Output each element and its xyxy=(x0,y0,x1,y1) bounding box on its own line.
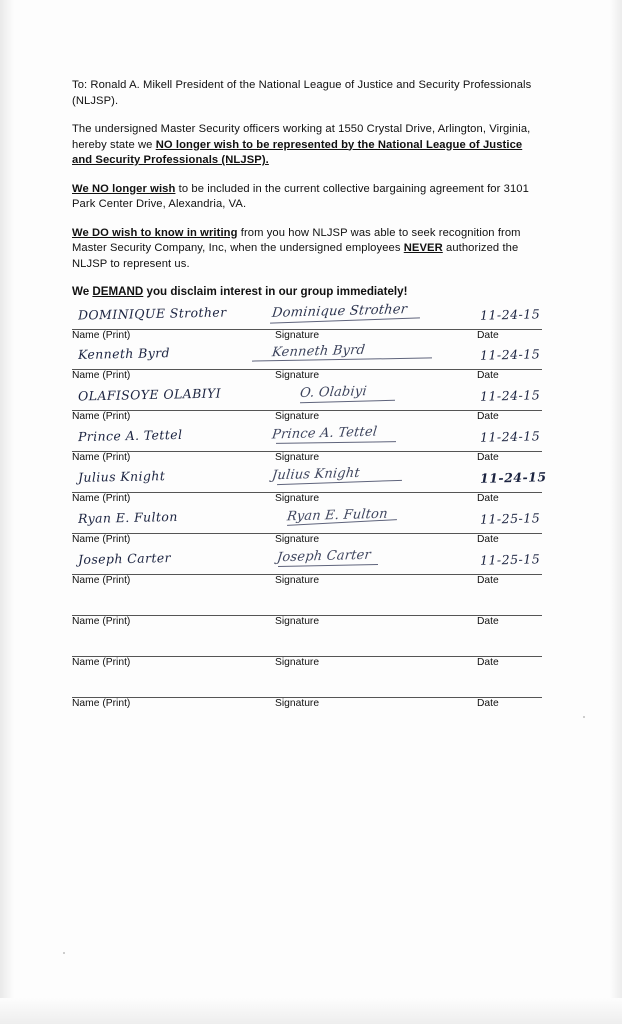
label-name-print: Name (Print) xyxy=(72,657,131,668)
label-date: Date xyxy=(477,575,499,586)
writing-emphasis-text: We DO wish to know in writing xyxy=(72,226,238,239)
table-row[interactable] xyxy=(72,631,542,672)
handwritten-signature: Dominique Strother xyxy=(271,302,408,321)
label-date: Date xyxy=(477,452,499,463)
row-labels xyxy=(72,575,542,591)
demand-prefix: We xyxy=(72,285,93,298)
label-name-print: Name (Print) xyxy=(72,493,131,504)
row-labels xyxy=(72,411,542,427)
label-name-print: Name (Print) xyxy=(72,330,131,341)
table-row[interactable] xyxy=(72,385,542,426)
handwritten-name: Ryan E. Fulton xyxy=(77,508,178,527)
addressee-text: To: Ronald A. Mikell President of the National League of Justice and Security Professionals (NLJSP). xyxy=(72,79,532,107)
label-date: Date xyxy=(477,698,499,709)
label-signature: Signature xyxy=(275,370,320,381)
label-signature: Signature xyxy=(275,575,320,586)
label-date: Date xyxy=(477,657,499,668)
label-signature: Signature xyxy=(275,330,320,341)
bargaining-body-text: to be included in the current collective bargaining agreement for 3101 Park Center Drive, Alexandria, VA. xyxy=(72,182,529,210)
label-signature: Signature xyxy=(275,616,320,627)
handwritten-date: 11-24-15 xyxy=(479,469,547,486)
never-emphasis-text: NEVER xyxy=(403,242,443,254)
handwritten-date: 11-24-15 xyxy=(479,428,541,445)
document-body xyxy=(72,78,547,713)
scan-edge-bottom xyxy=(0,998,622,1024)
handwritten-signature: O. Olabiyi xyxy=(299,384,368,401)
label-name-print: Name (Print) xyxy=(72,370,131,381)
demand-suffix: you disclaim interest in our group immediately! xyxy=(143,285,408,298)
paragraph-bargaining xyxy=(72,182,542,213)
table-row[interactable] xyxy=(72,465,547,508)
handwritten-name: Prince A. Tettel xyxy=(77,426,183,445)
handwritten-date: 11-24-15 xyxy=(479,387,541,404)
handwritten-name: Kenneth Byrd xyxy=(77,345,171,362)
label-name-print: Name (Print) xyxy=(72,411,131,422)
writing-body-text: from you how NLJSP was able to seek recognition from Master Security Company, Inc, when the undersigned employees xyxy=(72,226,521,254)
paragraph-addressee xyxy=(72,78,542,109)
row-labels xyxy=(72,657,542,673)
handwritten-signature: Julius Knight xyxy=(271,465,361,484)
handwritten-date: 11-25-15 xyxy=(479,510,541,527)
label-name-print: Name (Print) xyxy=(72,534,131,545)
scan-speck xyxy=(583,716,585,718)
label-name-print: Name (Print) xyxy=(72,698,131,709)
paragraph-writing-request xyxy=(72,226,542,273)
table-row[interactable] xyxy=(72,304,542,344)
label-signature: Signature xyxy=(275,411,320,422)
label-name-print: Name (Print) xyxy=(72,575,131,586)
row-labels xyxy=(72,452,542,468)
row-labels xyxy=(72,493,542,509)
scan-edge-right xyxy=(610,0,622,1024)
row-labels xyxy=(72,370,542,386)
handwritten-date: 11-24-15 xyxy=(479,346,541,363)
writing-tail-text: authorized the NLJSP to represent us. xyxy=(72,242,519,270)
table-row[interactable] xyxy=(72,508,542,549)
handwritten-signature: Ryan E. Fulton xyxy=(286,506,389,525)
signature-table xyxy=(72,302,547,713)
label-date: Date xyxy=(477,411,499,422)
label-date: Date xyxy=(477,534,499,545)
table-row[interactable] xyxy=(72,590,542,631)
demand-emphasis: DEMAND xyxy=(92,285,144,298)
label-date: Date xyxy=(477,370,499,381)
paragraph-representation xyxy=(72,122,542,169)
bargaining-emphasis-text: We NO longer wish xyxy=(72,182,176,195)
table-row[interactable] xyxy=(72,426,542,467)
label-signature: Signature xyxy=(275,698,320,709)
label-name-print: Name (Print) xyxy=(72,616,131,627)
handwritten-signature: Prince A. Tettel xyxy=(271,424,378,443)
handwritten-name: Julius Knight xyxy=(77,468,166,485)
handwritten-date: 11-24-15 xyxy=(479,306,541,323)
handwritten-signature: Kenneth Byrd xyxy=(271,342,366,361)
row-labels xyxy=(72,616,542,632)
label-signature: Signature xyxy=(275,493,320,504)
row-labels xyxy=(72,698,542,714)
demand-line xyxy=(72,285,542,298)
scan-edge-left xyxy=(0,0,14,1024)
representation-lead-text: The undersigned Master Security officers working at 1550 Crystal Drive, Arlington, Virginia, hereby state we xyxy=(72,123,531,151)
label-date: Date xyxy=(477,493,499,504)
representation-emphasis-text: NO longer wish to be represented by the National League of Justice and Security Professionals (NLJSP). xyxy=(72,138,523,166)
label-date: Date xyxy=(477,616,499,627)
label-signature: Signature xyxy=(275,534,320,545)
handwritten-date: 11-25-15 xyxy=(479,551,541,568)
table-row[interactable] xyxy=(72,672,542,713)
handwritten-name: Joseph Carter xyxy=(77,550,172,567)
label-name-print: Name (Print) xyxy=(72,452,131,463)
handwritten-name: DOMINIQUE Strother xyxy=(77,304,227,323)
label-date: Date xyxy=(477,330,499,341)
table-row[interactable] xyxy=(72,549,542,590)
label-signature: Signature xyxy=(275,452,320,463)
scan-speck xyxy=(63,952,65,954)
handwritten-name: OLAFISOYE OLABIYI xyxy=(77,385,222,404)
row-labels xyxy=(72,534,542,550)
handwritten-signature: Joseph Carter xyxy=(276,547,372,566)
label-signature: Signature xyxy=(275,657,320,668)
table-row[interactable] xyxy=(72,344,542,385)
